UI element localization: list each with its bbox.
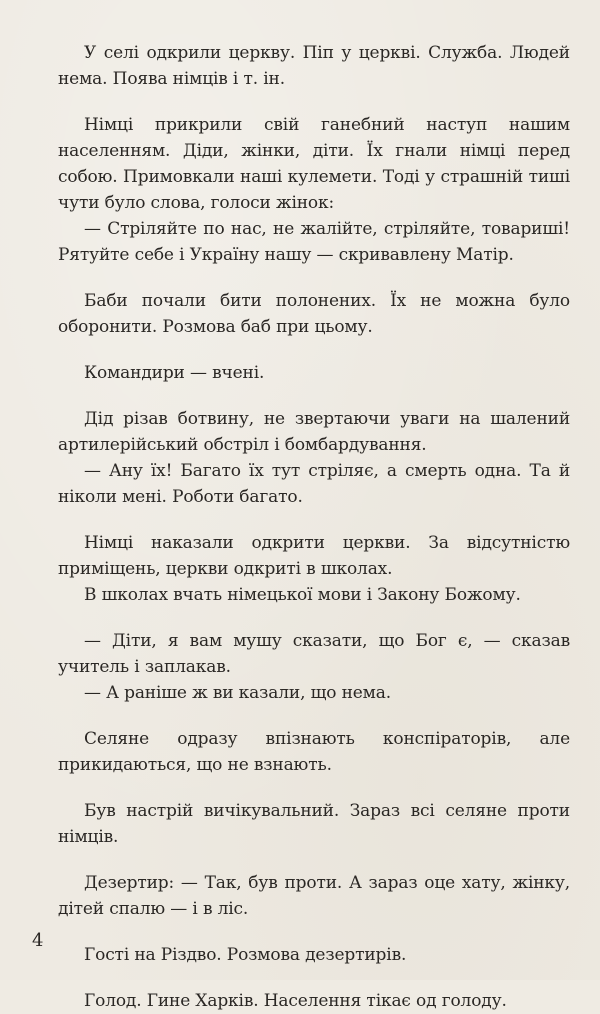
paragraph: Був настрій вичікувальний. Зараз всі селяне проти німців. [58,801,570,847]
paragraph: Німці наказали одкрити церкви. За відсутністю приміщень, церкви одкриті в школах. [58,533,570,579]
paragraph: Німці прикрили свій ганебний наступ нашим населенням. Діди, жінки, діти. Їх гнали німці перед собою. Примовкали наші кулемети. Тоді у страшній тиші чути було слова, голоси жінок: [58,115,570,213]
paragraph: Голод. Гине Харків. Населення тікає од голоду. [84,991,507,1011]
text-body [58,40,570,1014]
paragraph: — А раніше ж ви казали, що нема. [84,683,391,703]
paragraph: Гості на Різдво. Розмова дезертирів. [84,945,407,965]
paragraph: Баби почали бити полонених. Їх не можна було оборонити. Розмова баб при цьому. [58,291,570,337]
paragraph: Селяне одразу впізнають конспіраторів, але прикидаються, що не взнають. [58,729,570,775]
paragraph: У селі одкрили церкву. Піп у церкві. Служба. Людей нема. Поява німців і т. ін. [58,43,570,89]
paragraph: В школах вчать німецької мови і Закону Божому. [84,585,521,605]
paragraph: Командири — вчені. [84,363,265,383]
paragraph: — Стріляйте по нас, не жалійте, стріляйте, товариші! Рятуйте себе і Україну нашу — скривавлену Матір. [58,219,570,265]
paragraph: Дід різав ботвину, не звертаючи уваги на шалений артилерійський обстріл і бомбардування. [58,409,570,455]
page-number: 4 [32,930,44,951]
paragraph: — Ану їх! Багато їх тут стріляє, а смерть одна. Та й ніколи мені. Роботи багато. [58,461,570,507]
paragraph: — Діти, я вам мушу сказати, що Бог є, — сказав учитель і заплакав. [58,631,570,677]
paragraph: Дезертир: — Так, був проти. А зараз оце хату, жінку, дітей спалю — і в ліс. [58,873,570,919]
